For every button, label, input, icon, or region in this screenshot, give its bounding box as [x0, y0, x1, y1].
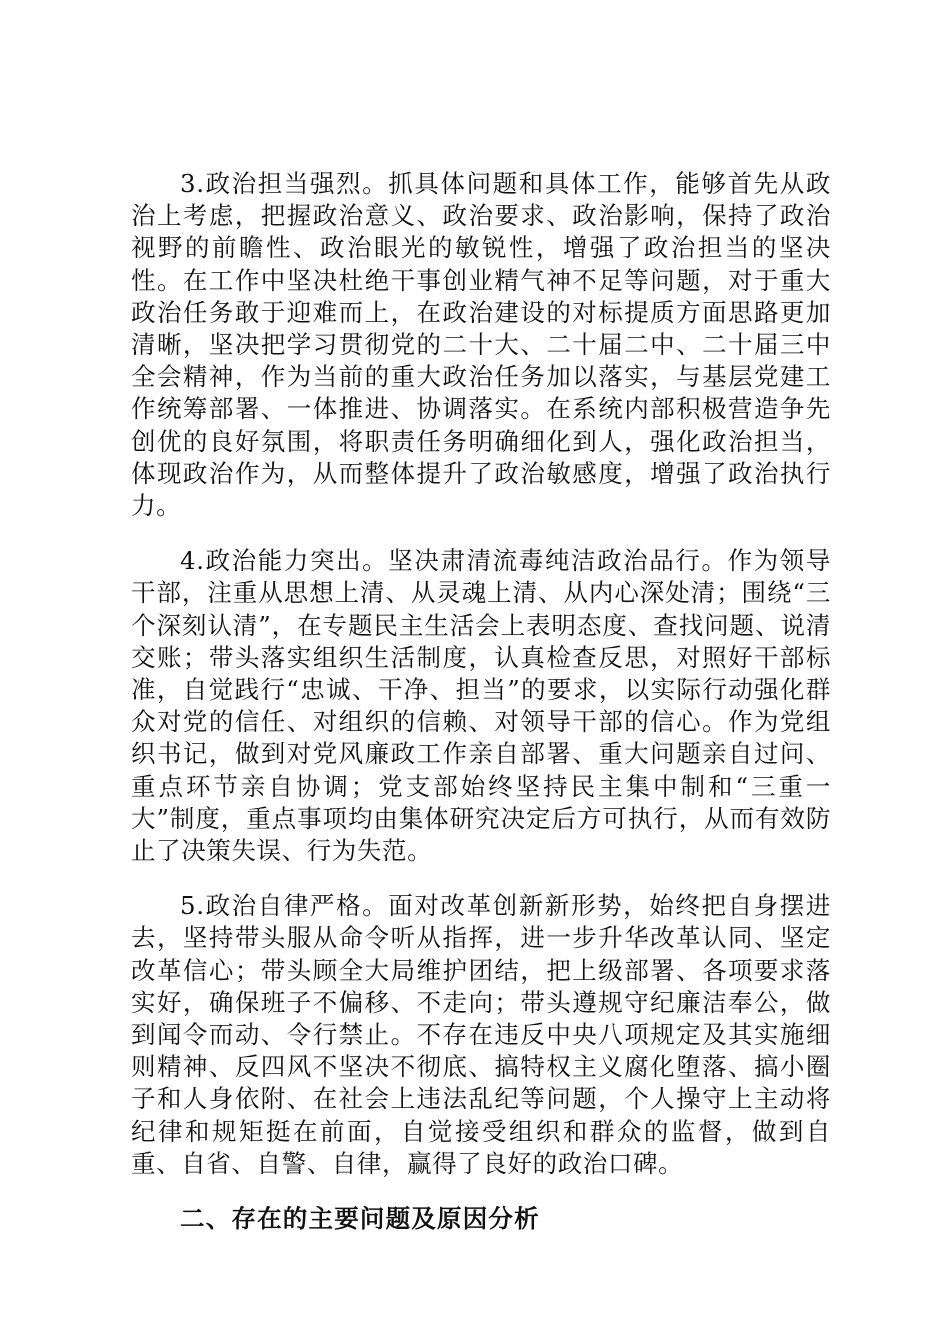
paragraph-political-ability: 4.政治能力突出。坚决肃清流毒纯洁政治品行。作为领导干部，注重从思想上清、从灵魂上清、从内心深处清；围绕“三个深刻认清”，在专题民主生活会上表明态度、查找问题、说清交账；带头落实组织生活制度，认真检查反思，对照好干部标准，自觉践行“忠诚、干净、担当”的要求，以实际行动强化群众对党的信任、对组织的信赖、对领导干部的信心。作为党组织书记，做到对党风廉政工作亲自部署、重大问题亲自过问、重点环节亲自协调；党支部始终坚持民主集中制和“三重一大”制度，重点事项均由集体研究决定后方可执行，从而有效防止了决策失误、行为失范。 — [131, 546, 831, 866]
paragraph-political-discipline: 5.政治自律严格。面对改革创新新形势，始终把自身摆进去，坚持带头服从命令听从指挥，进一步升华改革认同、坚定改革信心；带头顾全大局维护团结，把上级部署、各项要求落实好，确保班子不偏移、不走向；带头遵规守纪廉洁奉公，做到闻令而动、令行禁止。不存在违反中央八项规定及其实施细则精神、反四风不坚决不彻底、搞特权主义腐化堕落、搞小圈子和人身依附、在社会上违法乱纪等问题，个人操守上主动将纪律和规矩挺在前面，自觉接受组织和群众的监督，做到自重、自省、自警、自律，赢得了良好的政治口碑。 — [131, 891, 831, 1178]
paragraph-political-responsibility: 3.政治担当强烈。抓具体问题和具体工作，能够首先从政治上考虑，把握政治意义、政治要求、政治影响，保持了政治视野的前瞻性、政治眼光的敏锐性，增强了政治担当的坚决性。在工作中坚决杜绝干事创业精气神不足等问题，对于重大政治任务敢于迎难而上，在政治建设的对标提质方面思路更加清晰，坚决把学习贯彻党的二十大、二十届二中、二十届三中全会精神，作为当前的重大政治任务加以落实，与基层党建工作统筹部署、一体推进、协调落实。在系统内部积极营造争先创优的良好氛围，将职责任务明确细化到人，强化政治担当，体现政治作为，从而整体提升了政治敏感度，增强了政治执行力。 — [131, 169, 831, 521]
document-body — [131, 168, 831, 1235]
section-heading: 二、存在的主要问题及原因分析 — [180, 1204, 540, 1234]
